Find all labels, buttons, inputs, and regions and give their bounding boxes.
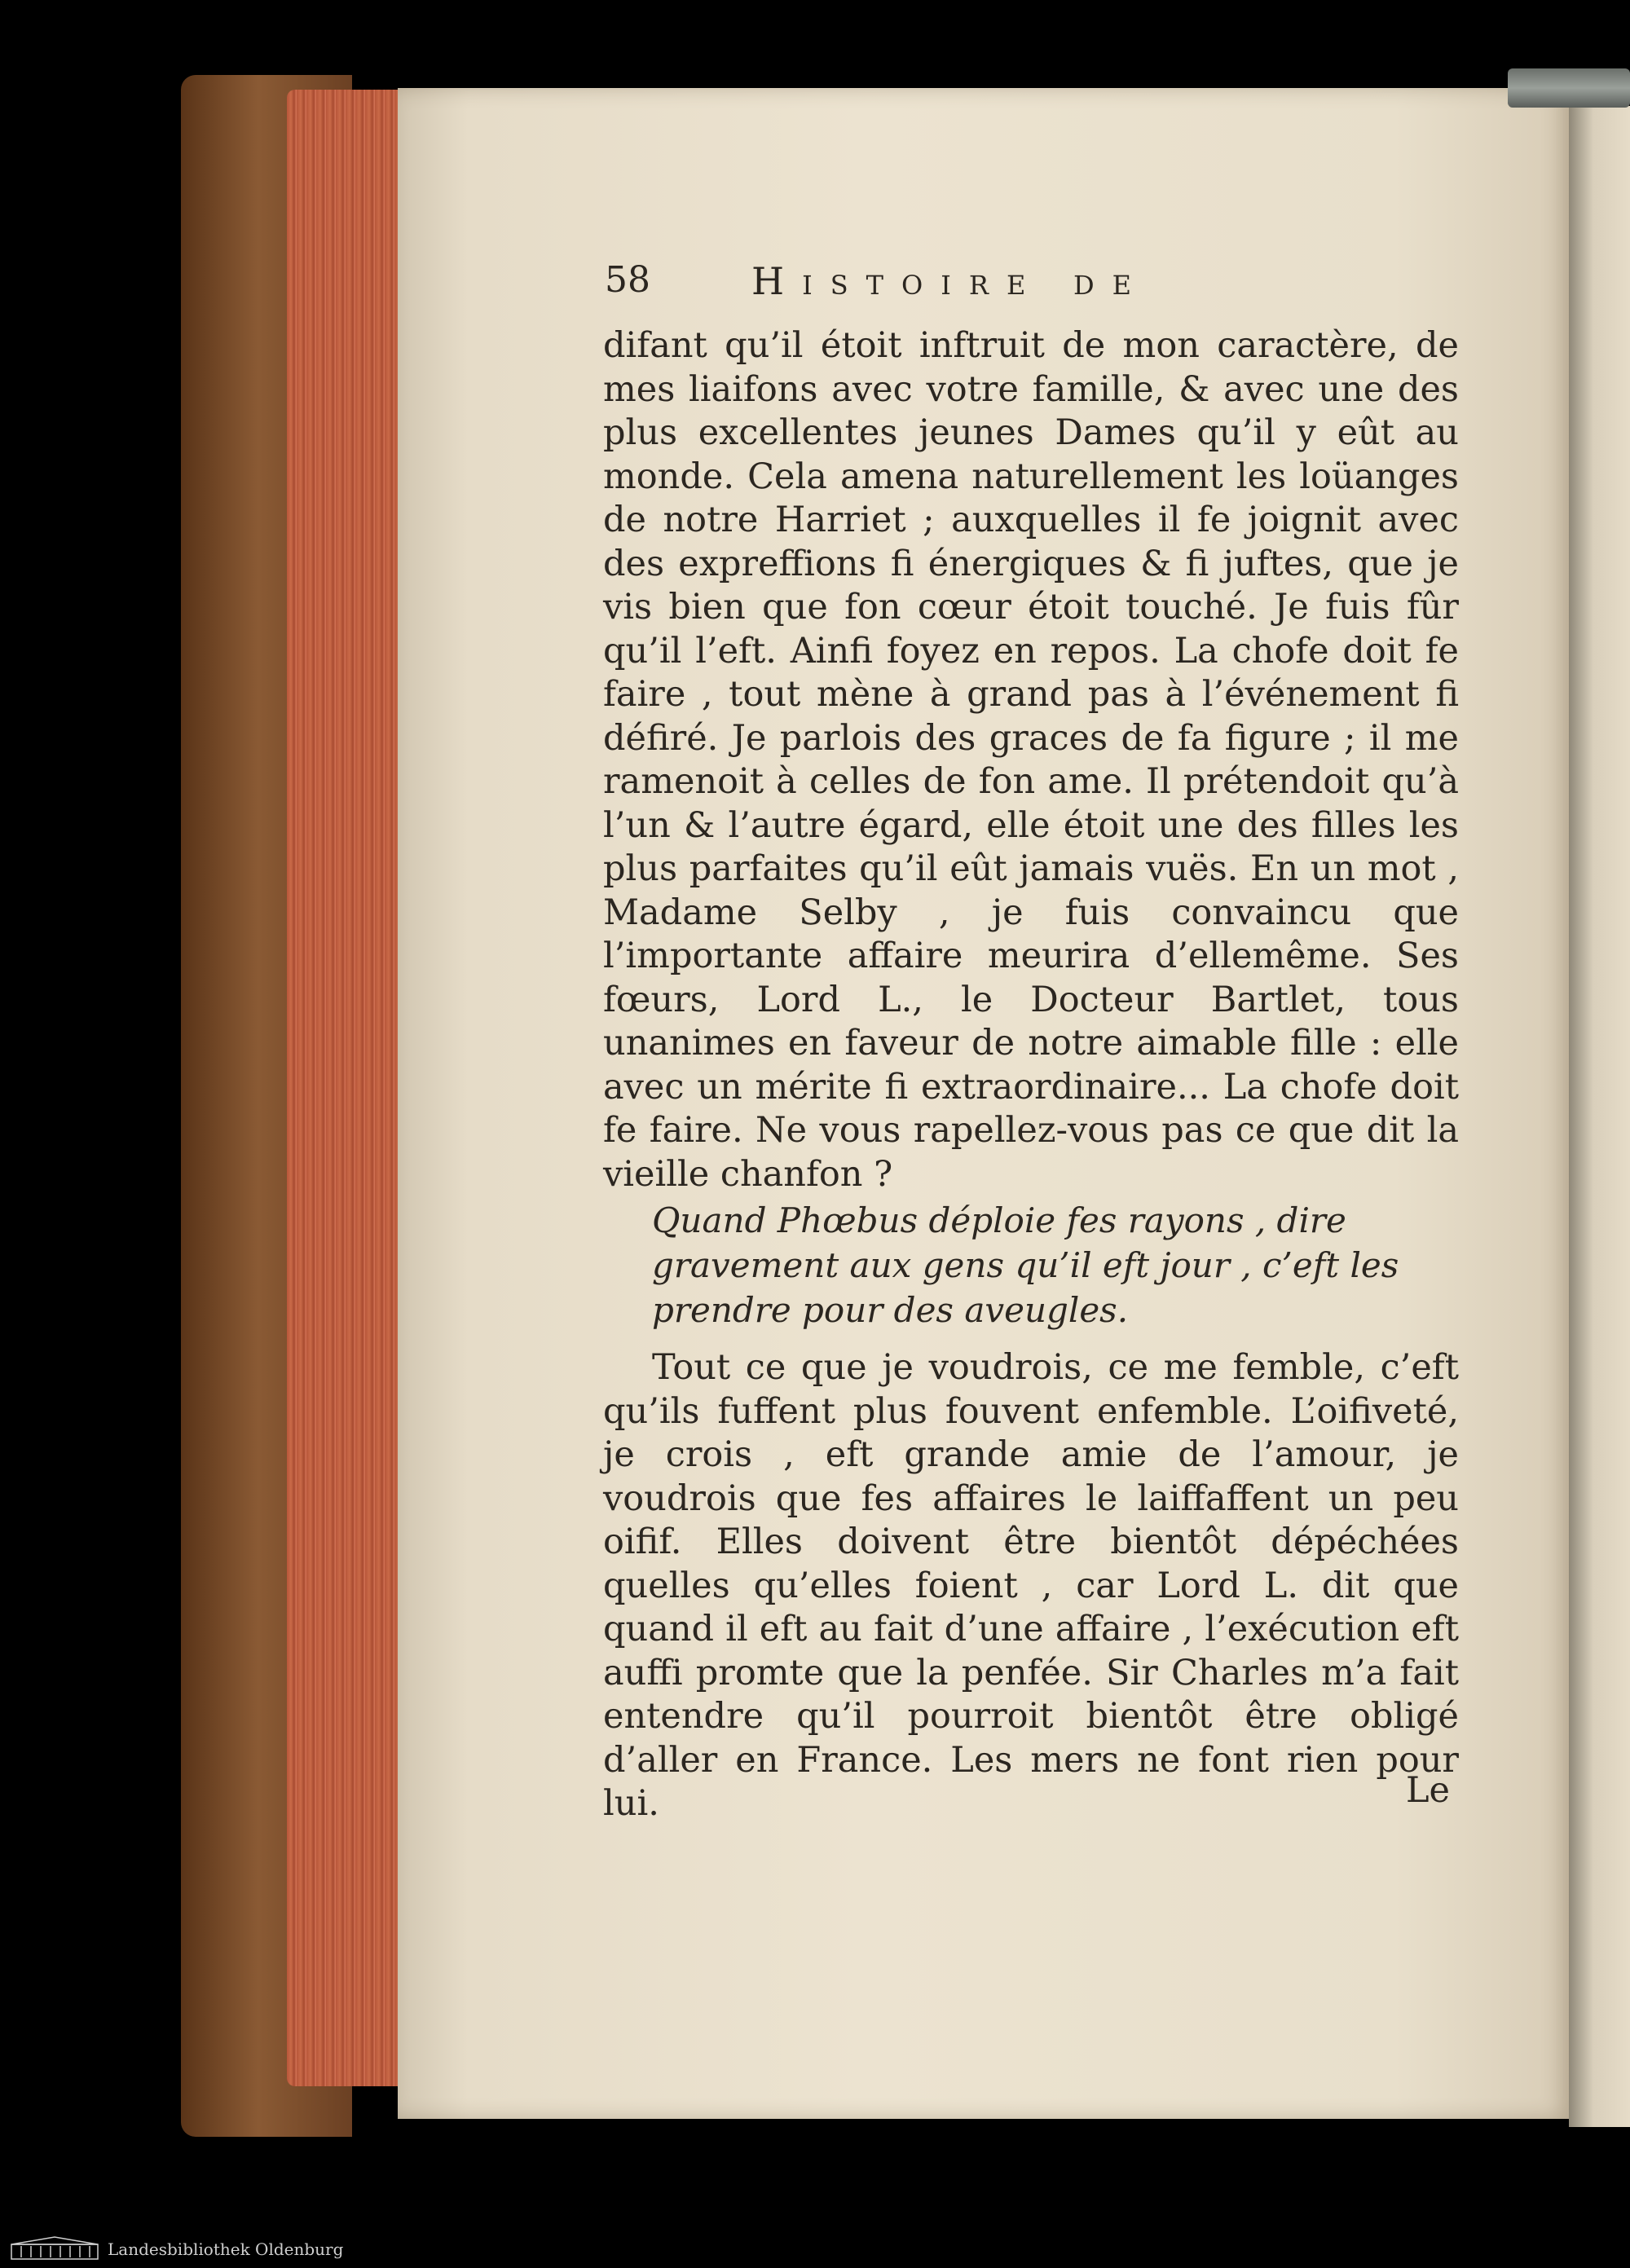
library-logo-icon (10, 2236, 99, 2261)
page-number: 58 (605, 259, 650, 301)
facing-page-edge (1569, 106, 1630, 2127)
running-head: Histoire de (751, 259, 1149, 303)
body-paragraph-1: difant qu’il étoit inftruit de mon caractère, de mes liaifons avec votre famille, & avec une des plus excellentes jeunes Dames qu’il y eût au monde. Cela amena naturellement les loüanges de notre Harriet ; auxquelles il fe joignit avec des expreffions fi énergiques & fi juftes, que je vis bien que fon cœur étoit touché. Je fuis fûr qu’il l’eft. Ainfi foyez en repos. La chofe doit fe faire , tout mène à grand pas à l’événement fi défiré. Je parlois des graces de fa figure ; il me ramenoit à celles de fon ame. Il prétendoit qu’à l’un & l’autre égard, elle étoit une des filles les plus parfaites qu’il eût jamais vuës. En un mot , Madame Selby , je fuis convaincu que l’importante affaire meurira d’ellemême. Ses fœurs, Lord L., le Docteur Bartlet, tous unanimes en faveur de notre aimable fille : elle avec un mérite fi extraordinaire... La chofe doit fe faire. Ne vous rapellez-vous pas ce que dit la vieille chanfon ? (603, 325, 1459, 1195)
body-paragraph-2: Tout ce que je voudrois, ce me femble, c’eft qu’ils fuffent plus fouvent enfemble. L’oifiveté, je crois , eft grande amie de l’amour, je voudrois que fes affaires le laiffaffent un peu oifif. Elles doivent être bientôt dépéchées quelles qu’elles foient , car Lord L. dit que quand il eft au fait d’une affaire , l’exécution eft auffi promte que la penfée. Sir Charles m’a fait entendre qu’il pourroit bientôt être obligé d’aller en France. Les mers ne font rien pour lui. (603, 1347, 1459, 1824)
catchword: Le (1406, 1770, 1451, 1811)
quoted-verse: Quand Phœbus déploie fes rayons , dire gravement aux gens qu’il eft jour , c’eft les prendre pour des aveugles. (652, 1200, 1399, 1330)
book-clasp (1508, 68, 1630, 108)
page-header (605, 259, 1460, 308)
library-name: Landesbibliothek Oldenburg (108, 2239, 344, 2259)
page-edges (287, 90, 409, 2086)
